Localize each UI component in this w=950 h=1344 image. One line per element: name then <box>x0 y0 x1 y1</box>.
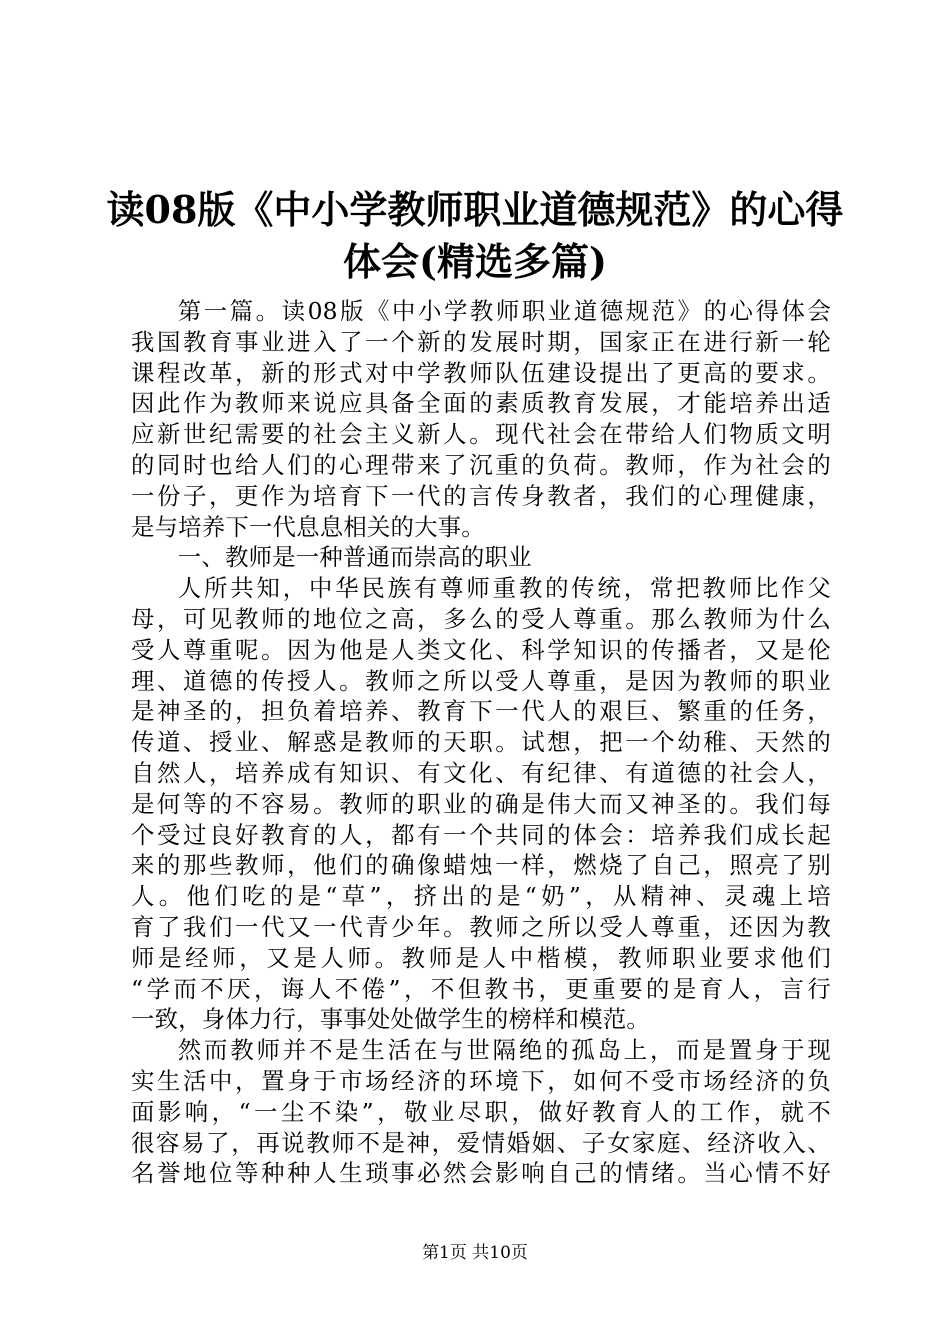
paragraph-line: 然而教师并不是生活在与世隔绝的孤岛上，而是置身于现 <box>177 1036 831 1065</box>
paragraph-line: 自然人，培养成有知识、有文化、有纪律、有道德的社会人， <box>131 758 831 787</box>
paragraph-line: 人所共知，中华民族有尊师重教的传统，常把教师比作父 <box>177 574 831 603</box>
paragraph-line: 应新世纪需要的社会主义新人。现代社会在带给人们物质文明 <box>131 420 831 449</box>
paragraph-line: 理、道德的传授人。教师之所以受人尊重，是因为教师的职业 <box>131 666 831 695</box>
paragraph-line: 第一篇。读08版《中小学教师职业道德规范》的心得体会 <box>177 297 831 325</box>
paragraph-line: 个受过良好教育的人，都有一个共同的体会：培养我们成长起 <box>131 820 831 849</box>
paragraph-line: 实生活中，置身于市场经济的环境下，如何不受市场经济的负 <box>131 1066 831 1095</box>
paragraph-line: 我国教育事业进入了一个新的发展时期，国家正在进行新一轮 <box>131 327 831 356</box>
paragraph-line: “学而不厌，诲人不倦”，不但教书，更重要的是育人，言行 <box>131 974 831 1003</box>
document-title-line-1: 读08版《中小学教师职业道德规范》的心得 <box>106 187 844 232</box>
document-title-line-2: 体会(精选多篇) <box>343 239 607 284</box>
paragraph-line: 很容易了，再说教师不是神，爱情婚姻、子女家庭、经济收入、 <box>131 1128 831 1157</box>
paragraph-line: 母，可见教师的地位之高，多么的受人尊重。那么教师为什么 <box>131 604 831 633</box>
paragraph-line: 育了我们一代又一代青少年。教师之所以受人尊重，还因为教 <box>131 912 831 941</box>
paragraph-line: 是神圣的，担负着培养、教育下一代人的艰巨、繁重的任务， <box>131 697 831 726</box>
paragraph-line: 受人尊重呢。因为他是人类文化、科学知识的传播者，又是伦 <box>131 635 831 664</box>
paragraph-line: 是何等的不容易。教师的职业的确是伟大而又神圣的。我们每 <box>131 789 831 818</box>
paragraph-line: 一致，身体力行，事事处处做学生的榜样和模范。 <box>131 1005 650 1034</box>
paragraph-4 <box>131 1035 831 1189</box>
section-heading-1 <box>131 542 831 573</box>
paragraph-line: 的同时也给人们的心理带来了沉重的负荷。教师，作为社会的 <box>131 450 831 479</box>
paragraph-line: 一份子，更作为培育下一代的言传身教者，我们的心理健康， <box>131 481 831 510</box>
paragraph-line: 名誉地位等种种人生琐事必然会影响自己的情绪。当心情不好 <box>131 1159 831 1188</box>
paragraph-line: 来的那些教师，他们的确像蜡烛一样，燃烧了自己，照亮了别 <box>131 851 831 880</box>
paragraph-1 <box>131 296 831 542</box>
paragraph-line: 课程改革，新的形式对中学教师队伍建设提出了更高的要求。 <box>131 358 831 387</box>
paragraph-line: 是与培养下一代息息相关的大事。 <box>131 512 485 541</box>
section-heading-text: 一、教师是一种普通而崇高的职业 <box>177 543 532 572</box>
paragraph-line: 因此作为教师来说应具备全面的素质教育发展，才能培养出适 <box>131 389 831 418</box>
paragraph-line: 面影响，“一尘不染”，敬业尽职，做好教育人的工作，就不 <box>131 1097 831 1126</box>
page-footer: 第1页 共10页 <box>422 1243 528 1263</box>
document-body <box>131 296 831 1189</box>
paragraph-3 <box>131 573 831 1035</box>
paragraph-line: 传道、授业、解惑是教师的天职。试想，把一个幼稚、天然的 <box>131 728 831 757</box>
paragraph-line: 人。他们吃的是“草”，挤出的是“奶”，从精神、灵魂上培 <box>131 882 831 911</box>
paragraph-line: 师是经师，又是人师。教师是人中楷模，教师职业要求他们 <box>131 943 831 972</box>
